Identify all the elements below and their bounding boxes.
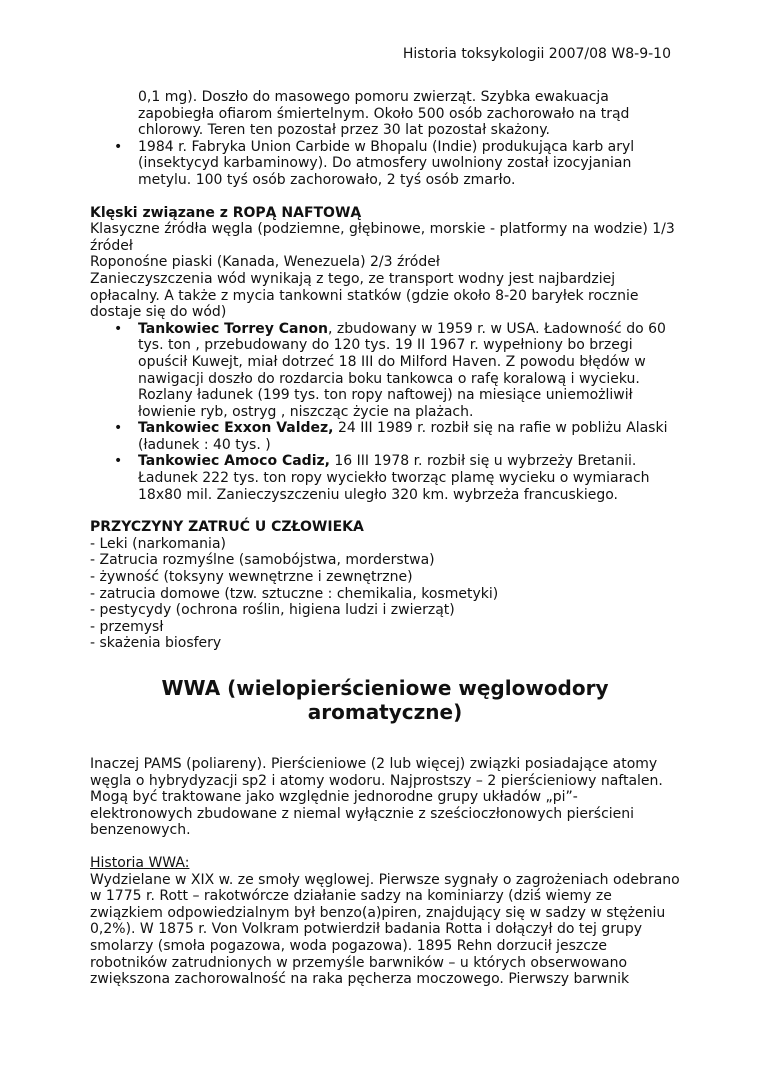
cause-item: - zatrucia domowe (tzw. sztuczne : chemikalia, kosmetyki) bbox=[90, 585, 499, 602]
continuation-paragraph: 0,1 mg). Doszło do masowego pomoru zwierząt. Szybka ewakuacja zapobiegła ofiarom śmiertelnym. Około 500 osób zachorowało na trąd chlorowy. Teren ten pozostał przez 30 lat pozostał skażony. bbox=[138, 89, 630, 139]
bullet-lead: Tankowiec Amoco Cadiz, bbox=[138, 453, 330, 470]
running-header: Historia toksykologii 2007/08 W8-9-10 bbox=[402, 46, 671, 62]
causes-heading: PRZYCZYNY ZATRUĆ U CZŁOWIEKA bbox=[90, 519, 364, 536]
history-heading: Historia WWA: bbox=[90, 854, 190, 871]
page-content bbox=[90, 89, 680, 988]
history-paragraph: Wydzielane w XIX w. ze smoły węglowej. Pierwsze sygnały o zagrożeniach odebrano w 1775 r. Rott – rakotwórcze działanie sadzy na kominiarzy (dziś wiemy ze związkiem odpowiedzialnym był benzo(a)piren, znajdujący się w sadzy w stężeniu 0,2%). W 1875 r. Von Volkram potwierdził badania Rotta i dołączył do tej grupy smolarzy (smoła pogazowa, woda pogazowa). 1895 Rehn dorzucił jeszcze robotników zatrudnionych w przemyśle barwników – u których obserwowano zwiększona zachorowalność na raka pęcherza moczowego. Pierwszy barwnik bbox=[90, 871, 680, 988]
bullet-dot-icon: • bbox=[114, 320, 123, 337]
cause-item: - żywność (toksyny wewnętrzne i zewnętrzne) bbox=[90, 569, 413, 586]
tanker-list bbox=[90, 321, 680, 504]
causes-list bbox=[90, 536, 680, 652]
oil-intro-line: Zanieczyszczenia wód wynikają z tego, ze transport wodny jest najbardziej opłacalny. A także z mycia tankowni statków (gdzie około 8-20 baryłek rocznie dostaje się do wód) bbox=[90, 270, 639, 321]
bullet-item bbox=[90, 453, 680, 503]
spacer bbox=[90, 189, 680, 205]
oil-intro-line: Klasyczne źródła węgla (podziemne, głębinowe, morskie - platformy na wodzie) 1/3 źródeł bbox=[90, 221, 675, 254]
bullet-item bbox=[90, 420, 680, 453]
spacer bbox=[90, 839, 680, 855]
bullet-text: , zbudowany w 1959 r. w USA. Ładowność do 60 tys. ton , przebudowany do 120 tys. 19 II 1967 r. wypełniony bo brzegi opuścił Kuwejt, miał dotrzeć 18 III do Milford Haven. Z powodu błędów w nawigacji doszło do rozdarcia boku tankowca o rafę koralową i wycieku. Rozlany ładunek (199 tys. ton ropy naftowej) na miesiące uniemożliwił łowienie ryb, ostryg , niszcząc życie na plażach. bbox=[138, 320, 666, 420]
top-bullet-list bbox=[90, 139, 680, 189]
bullet-item bbox=[90, 139, 680, 189]
cause-item: - pestycydy (ochrona roślin, higiena ludzi i zwierząt) bbox=[90, 602, 455, 619]
bullet-text: 16 III 1978 r. rozbił się u wybrzeży Bretanii. Ładunek 222 tys. ton ropy wyciekło tworząc plamę wycieku o wymiarach 18x80 mil. Zanieczyszczeniu uległo 320 km. wybrzeża francuskiego. bbox=[138, 453, 650, 503]
bullet-lead: Tankowiec Torrey Canon bbox=[138, 320, 328, 337]
oil-intro bbox=[90, 221, 680, 321]
oil-heading: Klęski związane z ROPĄ NAFTOWĄ bbox=[90, 204, 362, 221]
wwa-intro: Inaczej PAMS (poliareny). Pierścieniowe (2 lub więcej) związki posiadające atomy węgla o hybrydyzacji sp2 i atomy wodoru. Najprostszy – 2 pierścieniowy naftalen. Mogą być traktowane jako względnie jednorodne grupy układów „pi”-elektronowych zbudowane z niemal wyłącznie z sześcioczłonowych pierścieni benzenowych. bbox=[90, 756, 663, 839]
cause-item: - Zatrucia rozmyślne (samobójstwa, morderstwa) bbox=[90, 552, 435, 569]
bullet-lead: Tankowiec Exxon Valdez, bbox=[138, 420, 334, 437]
wwa-title: WWA (wielopierścieniowe węglowodory aromatyczne) bbox=[161, 676, 609, 724]
bullet-text: 1984 r. Fabryka Union Carbide w Bhopalu (Indie) produkująca karb aryl (insektycyd karbaminowy). Do atmosfery uwolniony został izocyjanian metylu. 100 tyś osób zachorowało, 2 tyś osób zmarło. bbox=[138, 138, 635, 188]
bullet-dot-icon: • bbox=[114, 420, 123, 437]
cause-item: - przemysł bbox=[90, 618, 164, 635]
bullet-text: 24 III 1989 r. rozbił się na rafie w pobliżu Alaski (ładunek : 40 tys. ) bbox=[138, 420, 668, 453]
cause-item: - skażenia biosfery bbox=[90, 635, 222, 652]
bullet-item bbox=[90, 321, 680, 421]
spacer bbox=[90, 503, 680, 519]
cause-item: - Leki (narkomania) bbox=[90, 535, 226, 552]
oil-intro-line: Roponośne piaski (Kanada, Wenezuela) 2/3 źródeł bbox=[90, 254, 440, 271]
bullet-dot-icon: • bbox=[114, 138, 123, 155]
bullet-dot-icon: • bbox=[114, 453, 123, 470]
